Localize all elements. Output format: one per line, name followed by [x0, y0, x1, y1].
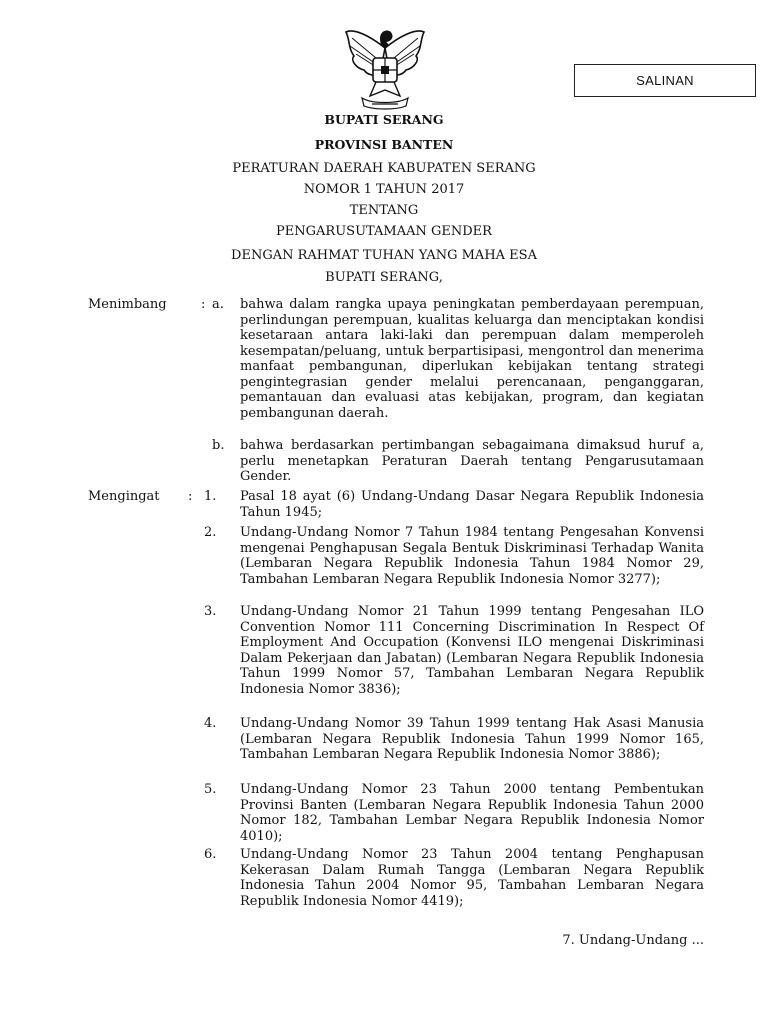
mengingat-marker-5: 5. [204, 782, 217, 797]
mengingat-label: Mengingat [88, 489, 160, 504]
mengingat-colon: : [188, 489, 193, 504]
header-tentang: TENTANG [349, 203, 419, 218]
menimbang-text-a: bahwa dalam rangka upaya peningkatan pemberdayaan perempuan, perlindungan perempuan, kualitas keluarga dan menciptakan kondisi kesetaraan antara laki-laki dan perempuan dalam memperoleh kesempatan/peluang, untuk berpartisipasi, mengontrol dan menerima manfaat pembangunan, diperlukan kebijakan tentang strategi pengintegrasian gender melalui perencanaan, penganggaran, pemantauan dan evaluasi atas kebijakan, program, dan kegiatan pembangunan daerah. [240, 297, 704, 421]
header-rahmat: DENGAN RAHMAT TUHAN YANG MAHA ESA [231, 248, 537, 263]
header-peraturan: PERATURAN DAERAH KABUPATEN SERANG [232, 161, 536, 176]
menimbang-marker-b: b. [212, 438, 225, 453]
menimbang-marker-a: a. [212, 297, 224, 312]
header-bupati-serang: BUPATI SERANG, [325, 270, 443, 285]
header-nomor: NOMOR 1 TAHUN 2017 [303, 182, 465, 197]
mengingat-text-6: Undang-Undang Nomor 23 Tahun 2004 tentang Penghapusan Kekerasan Dalam Rumah Tangga (Lembaran Negara Republik Indonesia Tahun 2004 Nomor 95, Tambahan Lembaran Negara Republik Indonesia Nomor 4419); [240, 847, 704, 909]
mengingat-text-3: Undang-Undang Nomor 21 Tahun 1999 tentang Pengesahan ILO Convention Nomor 111 Concerning Discrimination In Respect Of Employment And Occupation (Konvensi ILO mengenai Diskriminasi Dalam Pekerjaan dan Jabatan) (Lembaran Negara Republik Indonesia Tahun 1999 Nomor 57, Tambahan Lembaran Negara Republik Indonesia Nomor 3836); [240, 604, 704, 697]
mengingat-marker-6: 6. [204, 847, 217, 862]
mengingat-text-5: Undang-Undang Nomor 23 Tahun 2000 tentang Pembentukan Provinsi Banten (Lembaran Negara Republik Indonesia Tahun 2000 Nomor 182, Tambahan Lembar Negara Republik Indonesia Nomor 4010); [240, 782, 704, 844]
mengingat-marker-2: 2. [204, 525, 217, 540]
mengingat-text-1: Pasal 18 ayat (6) Undang-Undang Dasar Negara Republik Indonesia Tahun 1945; [240, 489, 704, 520]
mengingat-marker-4: 4. [204, 716, 217, 731]
mengingat-text-4: Undang-Undang Nomor 39 Tahun 1999 tentang Hak Asasi Manusia (Lembaran Negara Republik Indonesia Tahun 1999 Nomor 165, Tambahan Lembaran Negara Republik Indonesia Nomor 3886); [240, 716, 704, 762]
mengingat-marker-3: 3. [204, 604, 217, 619]
header-bupati: BUPATI SERANG [324, 112, 444, 127]
menimbang-text-b: bahwa berdasarkan pertimbangan sebagaimana dimaksud huruf a, perlu menetapkan Peraturan Daerah tentang Pengarusutamaan Gender. [240, 438, 704, 484]
mengingat-text-2: Undang-Undang Nomor 7 Tahun 1984 tentang Pengesahan Konvensi mengenai Penghapusan Segala Bentuk Diskriminasi Terhadap Wanita (Lembaran Negara Republik Indonesia Tahun 1984 Nomor 29, Tambahan Lembaran Negara Republik Indonesia Nomor 3277); [240, 525, 704, 587]
salinan-box: SALINAN [574, 64, 756, 97]
header-judul: PENGARUSUTAMAAN GENDER [276, 224, 492, 239]
menimbang-colon: : [201, 297, 206, 312]
mengingat-marker-1: 1. [204, 489, 217, 504]
header-provinsi: PROVINSI BANTEN [314, 137, 454, 152]
page-continuation: 7. Undang-Undang ... [562, 933, 704, 948]
garuda-emblem-icon [340, 18, 430, 112]
menimbang-label: Menimbang [88, 297, 167, 312]
